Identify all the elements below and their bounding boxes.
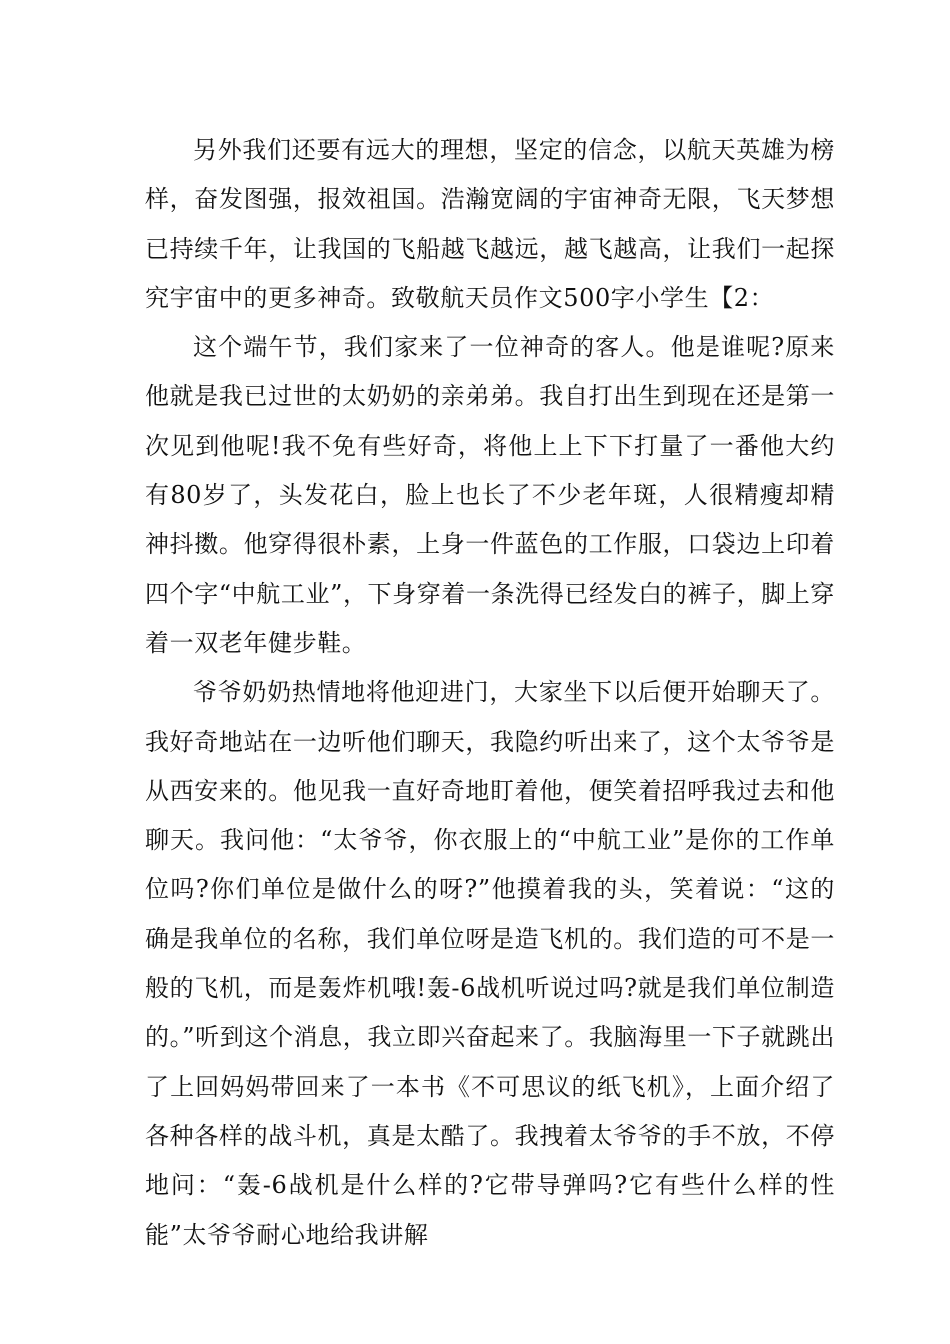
paragraph-3: 爷爷奶奶热情地将他迎进门，大家坐下以后便开始聊天了。我好奇地站在一边听他们聊天，我隐约听出来了，这个太爷爷是从西安来的。他见我一直好奇地盯着他，便笑着招呼我过去和他聊天。我问他：“太爷爷，你衣服上的“中航工业”是你的工作单位吗?你们单位是做什么的呀?”他摸着我的头，笑着说：“这的确是我单位的名称，我们单位呀是造飞机的。我们造的可不是一般的飞机，而是轰炸机哦!轰-6战机听说过吗?就是我们单位制造的。”听到这个消息，我立即兴奋起来了。我脑海里一下子就跳出了上回妈妈带回来了一本书《不可思议的纸飞机》，上面介绍了各种各样的战斗机，真是太酷了。我拽着太爷爷的手不放，不停地问：“轰-6战机是什么样的?它带导弹吗?它有些什么样的性能”太爷爷耐心地给我讲解 xyxy=(145,678,835,1249)
paragraph-1: 另外我们还要有远大的理想，坚定的信念，以航天英雄为榜样，奋发图强，报效祖国。浩瀚宽阔的宇宙神奇无限，飞天梦想已持续千年，让我国的飞船越飞越远，越飞越高，让我们一起探究宇宙中的更多神奇。致敬航天员作文500字小学生【2： xyxy=(145,136,835,312)
paragraph-2: 这个端午节，我们家来了一位神奇的客人。他是谁呢?原来他就是我已过世的太奶奶的亲弟弟。我自打出生到现在还是第一次见到他呢!我不免有些好奇，将他上上下下打量了一番他大约有80岁了，头发花白，脸上也长了不少老年斑，人很精瘦却精神抖擞。他穿得很朴素，上身一件蓝色的工作服，口袋边上印着四个字“中航工业”，下身穿着一条洗得已经发白的裤子，脚上穿着一双老年健步鞋。 xyxy=(145,333,835,657)
document-body xyxy=(145,126,835,1260)
